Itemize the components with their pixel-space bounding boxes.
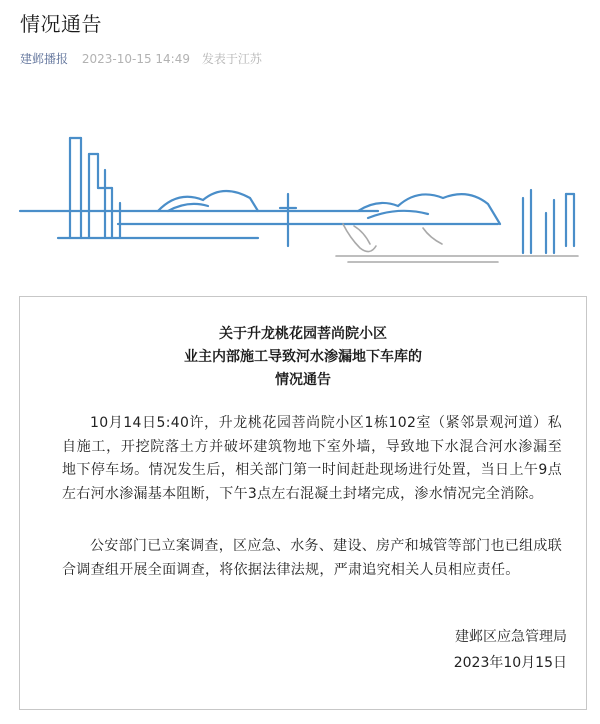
page-title: 情况通告	[20, 12, 102, 36]
publish-time: 2023-10-15 14:49	[81, 52, 190, 66]
notice-heading-line-2: 业主内部施工导致河水渗漏地下车库的	[184, 349, 422, 365]
notice-paragraph: 10月14日5:40许，升龙桃花园菩尚院小区1栋102室（紧邻景观河道）私自施工，开挖院落土方并破坏建筑物地下室外墙，导致地下水混合河水渗漏至地下停车场。情况发生后，相关部门第一时间赶赴现场进行处置，当日上午9点左右河水渗漏基本阻断，下午3点左右混凝土封堵完成，渗水情况完全消除。	[62, 415, 562, 502]
publish-location: 发表于江苏	[201, 52, 262, 66]
account-name-link[interactable]: 建邺播报	[20, 52, 69, 66]
notice-document	[19, 296, 587, 710]
notice-heading-line-3: 情况通告	[275, 372, 331, 388]
notice-heading	[20, 323, 586, 392]
signature-organization: 建邺区应急管理局	[455, 629, 567, 645]
article-meta	[20, 51, 262, 67]
signature-date: 2023年10月15日	[453, 655, 567, 671]
article-header	[20, 10, 102, 38]
notice-paragraph: 公安部门已立案调查，区应急、水务、建设、房产和城管等部门也已组成联合调查组开展全面调查，将依据法律法规，严肃追究相关人员相应责任。	[62, 538, 562, 578]
city-skyline-banner-image	[18, 128, 582, 268]
notice-heading-line-1: 关于升龙桃花园菩尚院小区	[219, 326, 387, 342]
